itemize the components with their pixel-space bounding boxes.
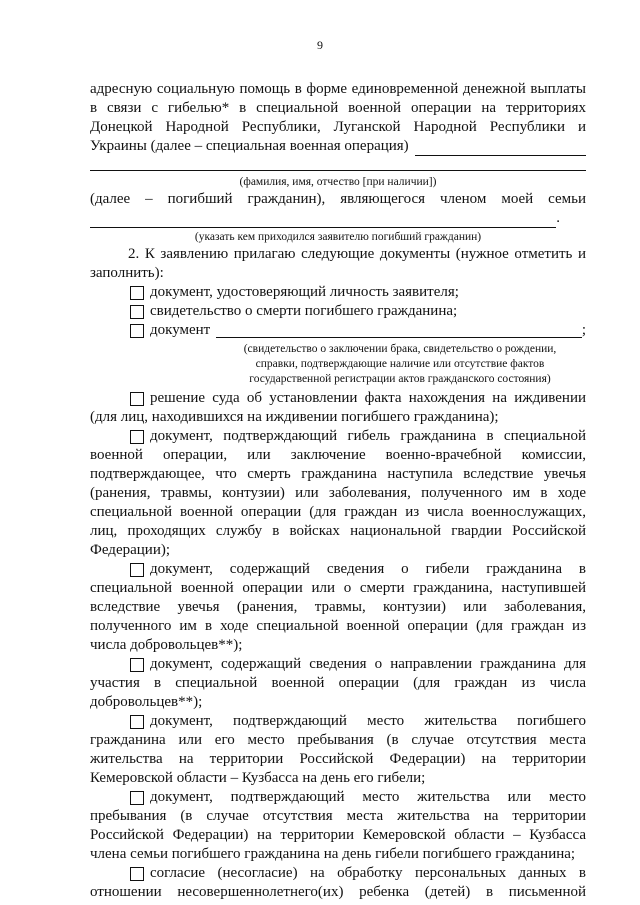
item-court-line-1: решение суда об установлении факта нахождения на иждивении xyxy=(150,390,586,406)
item-document-label: документ xyxy=(150,322,211,338)
item-volunteer-death-line-4: полученного им в ходе специальной военной операции (для граждан из xyxy=(90,618,586,634)
item-volunteer-direction-line-3: добровольцев**); xyxy=(90,694,203,710)
document-caption-line-1: (свидетельство о заключении брака, свидетельство о рождении, xyxy=(243,343,557,355)
item-document-end: ; xyxy=(581,322,586,338)
item-court-line-2: (для лиц, находившихся на иждивении погибшего гражданина); xyxy=(90,409,499,425)
item-death-proof-line-5: специальной военной операции (для граждан из числа военнослужащих, xyxy=(90,504,586,520)
item-residence-deceased-line-1: документ, подтверждающий место жительства погибшего xyxy=(150,713,586,729)
item-id-doc-label: документ, удостоверяющий личность заявителя; xyxy=(150,284,459,300)
item-death-proof-line-6: лиц, проходящих службу в войсках национальной гвардии Российской xyxy=(90,523,586,539)
item-volunteer-direction-line-2: участия в специальной военной операции (для граждан из числа xyxy=(90,675,586,691)
intro-line-4-text: Украины (далее – специальная военная операция) xyxy=(90,138,409,154)
item-residence-deceased xyxy=(90,712,586,731)
item-death-proof-line-3: подтверждающее, что смерть гражданина наступила вследствие увечья xyxy=(90,466,586,482)
checkbox-court[interactable] xyxy=(130,392,144,406)
relation-caption: (указать кем приходился заявителю погибший гражданин) xyxy=(194,231,482,243)
relation-dot: . xyxy=(556,210,560,226)
name-caption: (фамилия, имя, отчество [при наличии]) xyxy=(239,176,437,188)
item-volunteer-death xyxy=(90,560,586,579)
item-volunteer-death-line-1: документ, содержащий сведения о гибели гражданина в xyxy=(150,561,586,577)
item-death-proof-line-7: Федерации); xyxy=(90,542,171,558)
item-volunteer-direction-line-1: документ, содержащий сведения о направлении гражданина для xyxy=(150,656,586,672)
item-death-proof-line-2: военной операции, или заключение военно-врачебной комиссии, xyxy=(90,447,586,463)
item-consent-line-2: отношении несовершеннолетнего(их) ребенка (детей) в письменной xyxy=(90,884,586,900)
item-residence-deceased-line-4: Кемеровской области – Кузбасса на день его гибели; xyxy=(90,770,426,786)
intro-line-3: Донецкой Народной Республики, Луганской Народной Республики и xyxy=(90,119,586,135)
document-body xyxy=(90,80,586,902)
document-caption-line-3: государственной регистрации актов гражданского состояния) xyxy=(249,373,551,385)
item-volunteer-direction xyxy=(90,655,586,674)
relation-blank-line[interactable] xyxy=(90,214,556,228)
item-residence-member-line-3: Российской Федерации) на территории Кемеровской области – Кузбасса xyxy=(90,827,586,843)
page-number: 9 xyxy=(317,38,323,52)
intro-line-1: адресную социальную помощь в форме единовременной денежной выплаты xyxy=(90,81,586,97)
item-court xyxy=(90,389,586,408)
item-consent-line-1: согласие (несогласие) на обработку персональных данных в xyxy=(150,865,586,881)
item-volunteer-death-line-3: вследствие увечья (ранения, травмы, контузии) или заболевания, xyxy=(90,599,586,615)
item-consent xyxy=(90,864,586,883)
document-blank-line[interactable] xyxy=(216,324,582,338)
name-blank-line[interactable] xyxy=(90,160,586,171)
item-residence-deceased-line-3: жительства на территории Российской Федерации) на территории xyxy=(90,751,586,767)
item-death-cert-label: свидетельство о смерти погибшего гражданина; xyxy=(150,303,458,319)
checkbox-volunteer-death[interactable] xyxy=(130,563,144,577)
checkbox-residence-deceased[interactable] xyxy=(130,715,144,729)
item-residence-deceased-line-2: гражданина или его место пребывания (в случае отсутствия места xyxy=(90,732,586,748)
deceased-line: (далее – погибший гражданин), являющегося членом моей семьи xyxy=(90,191,586,207)
checkbox-death-proof[interactable] xyxy=(130,430,144,444)
section2-line-1: 2. К заявлению прилагаю следующие документы (нужное отметить и xyxy=(128,246,586,262)
document-caption-line-2: справки, подтверждающие наличие или отсутствие фактов xyxy=(255,358,545,370)
checkbox-consent[interactable] xyxy=(130,867,144,881)
intro-line-2: в связи с гибелью* в специальной военной операции на территориях xyxy=(90,100,586,116)
checkbox-document[interactable] xyxy=(130,324,144,338)
intro-line-4 xyxy=(90,137,586,156)
item-residence-member xyxy=(90,788,586,807)
section2-line-2: заполнить): xyxy=(90,265,164,281)
relation-line xyxy=(90,209,560,228)
item-death-proof-line-1: документ, подтверждающий гибель гражданина в специальной xyxy=(150,428,586,444)
item-death-proof xyxy=(90,427,586,446)
item-residence-member-line-4: члена семьи погибшего гражданина на день гибели погибшего гражданина; xyxy=(90,846,576,862)
item-volunteer-death-line-2: специальной военной операции или о смерти гражданина, наступившей xyxy=(90,580,586,596)
svo-blank-line[interactable] xyxy=(415,142,586,156)
checkbox-residence-member[interactable] xyxy=(130,791,144,805)
item-id-doc xyxy=(90,283,586,302)
item-death-proof-line-4: (ранения, травмы, контузии) или заболевания, полученного им в ходе xyxy=(90,485,586,501)
item-volunteer-death-line-5: числа добровольцев**); xyxy=(90,637,243,653)
item-document xyxy=(90,321,586,340)
item-residence-member-line-1: документ, подтверждающий место жительства или место xyxy=(150,789,586,805)
checkbox-volunteer-direction[interactable] xyxy=(130,658,144,672)
checkbox-id-doc[interactable] xyxy=(130,286,144,300)
item-residence-member-line-2: пребывания (в случае отсутствия места жительства на территории xyxy=(90,808,586,824)
checkbox-death-cert[interactable] xyxy=(130,305,144,319)
document-caption xyxy=(90,340,586,387)
item-death-cert xyxy=(90,302,586,321)
